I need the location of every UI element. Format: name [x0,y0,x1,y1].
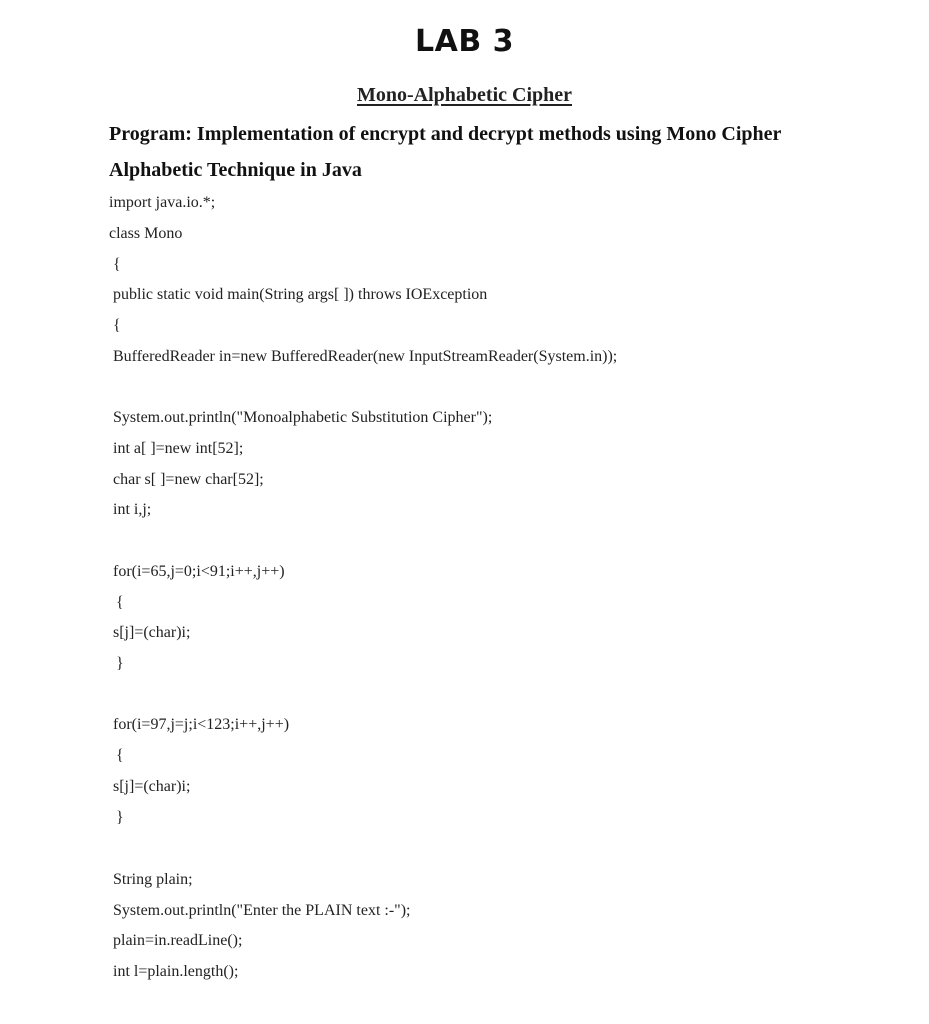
code-line: { [116,594,124,611]
code-line: String plain; [113,871,193,888]
code-line: } [116,655,124,672]
code-line: public static void main(String args[ ]) throws IOException [113,286,488,303]
code-line: plain=in.readLine(); [113,932,243,949]
code-line: int l=plain.length(); [113,963,239,980]
code-line: import java.io.*; [109,194,216,211]
code-line: int i,j; [113,501,152,518]
code-line: System.out.println("Enter the PLAIN text :-"); [113,902,411,919]
code-line: for(i=65,j=0;i<91;i++,j++) [113,563,285,580]
code-line: class Mono [109,225,183,242]
cipher-subtitle: Mono-Alphabetic Cipher [357,84,572,106]
lab-title: LAB 3 [414,24,515,59]
code-line: s[j]=(char)i; [113,624,191,641]
code-line: for(i=97,j=j;i<123;i++,j++) [113,716,290,733]
code-line: System.out.println("Monoalphabetic Substitution Cipher"); [113,409,493,426]
code-line: { [113,256,121,273]
code-line: int a[ ]=new int[52]; [113,440,244,457]
code-line: { [116,747,124,764]
code-line: s[j]=(char)i; [113,778,191,795]
program-heading: Program: Implementation of encrypt and decrypt methods using Mono Cipher Alphabetic Technique in Java [109,123,782,181]
code-line: char s[ ]=new char[52]; [113,471,264,488]
code-line: BufferedReader in=new BufferedReader(new InputStreamReader(System.in)); [113,348,618,365]
code-line: { [113,317,121,334]
code-line: } [116,809,124,826]
